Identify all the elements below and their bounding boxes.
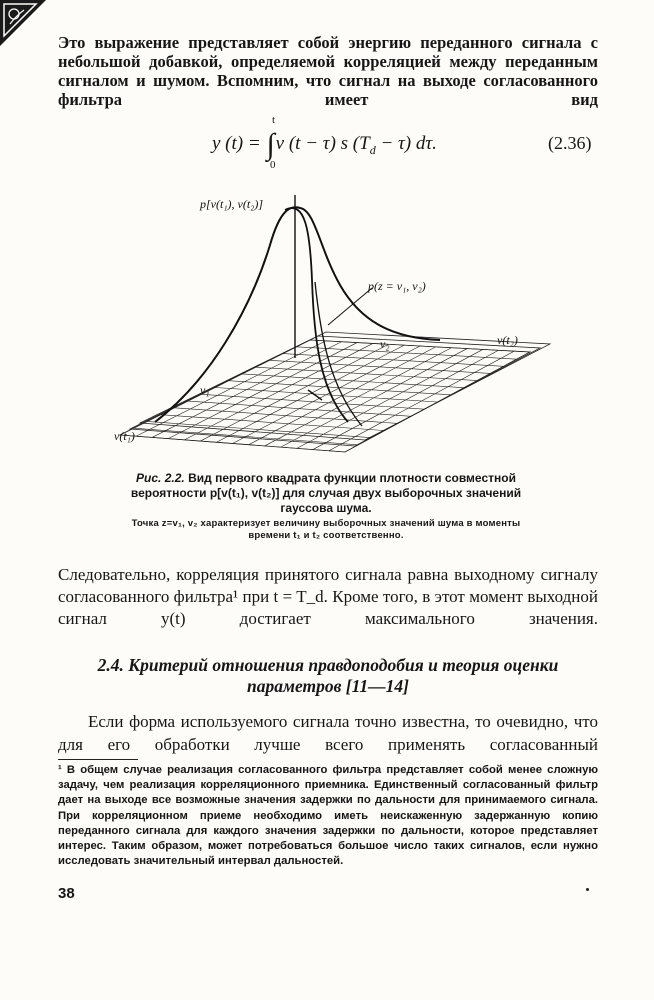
- footnote: ¹ В общем случае реализация согласованного фильтра представляет собой менее сложную задачу, чем реализация корреляционного приемника. Единственный согласованный фильтр дает на выходе все возможные значения задержки по дальности для принимаемого сигнала. При корреляционном приеме необходимо иметь неискаженную задержанную копию переданного сигнала для каждого значения задержки по дальности, которое представляет интерес. Таким образом, может потребоваться большое число таких сигналов, если нужно исследовать значительный интервал дальностей.: [58, 764, 598, 868]
- equation-2-36: [212, 114, 437, 171]
- integral-sign: ∫: [266, 128, 275, 161]
- label-v2: v₂: [380, 337, 390, 351]
- grid-line: [256, 367, 477, 380]
- figure-vertical-axis: [295, 195, 322, 400]
- figure-grid: [120, 340, 530, 452]
- leader-line: [328, 288, 372, 325]
- paragraph-3: Если форма используемого сигнала точно известна, то очевидно, что для его обработки лучше всего применять согласованный: [58, 712, 598, 754]
- corner-ornament: [0, 0, 48, 48]
- grid-line: [265, 348, 452, 446]
- grid-line: [233, 346, 421, 444]
- grid-line: [281, 349, 467, 448]
- grid-line: [296, 347, 516, 359]
- equation-number: (2.36): [548, 133, 592, 153]
- label-vt1: v(t₁): [114, 429, 135, 443]
- grid-line: [329, 351, 514, 451]
- formula-body: v (t − τ) s (T: [275, 133, 370, 154]
- integral-upper-limit: t: [272, 114, 276, 126]
- printing-dot: [586, 888, 589, 891]
- grid-line: [229, 381, 451, 395]
- grid-line: [269, 360, 490, 373]
- page-number: 38: [58, 885, 75, 902]
- paragraph-2: Следовательно, корреляция принятого сигнала равна выходному сигналу согласованного фильтра¹ при t = T_d. Кроме того, в этот момент выходной сигнал y(t) достигает максимального значения.: [58, 565, 598, 628]
- grid-line: [345, 352, 530, 452]
- caption-prefix: Рис. 2.2.: [136, 471, 185, 485]
- caption-text: Вид первого квадрата функции плотности совместной вероятности p[v(t₁), v(t₂)] для случая двух выборочных значений гауссова шума.: [130, 471, 522, 515]
- formula-tail: − τ) dτ.: [375, 133, 437, 154]
- section-heading: 2.4. Критерий отношения правдоподобия и теория оценки параметров [11—14]: [97, 655, 559, 696]
- grid-line: [297, 349, 483, 448]
- label-joint-density: p[v(t₁), v(t₂)]: [200, 197, 263, 211]
- label-conditional-density: p(z = v₁, v₂): [368, 279, 426, 293]
- grid-line: [242, 374, 464, 388]
- formula-lhs: y (t) =: [212, 133, 261, 154]
- figure-caption: [112, 471, 540, 542]
- integral-lower-limit: 0: [270, 159, 276, 171]
- paragraph-1: Это выражение представляет собой энергию переданного сигнала с небольшой добавкой, определяемой корреляцией между переданным сигналом и шумом. Вспомним, что сигнал на выходе согласованного фильтра имеет вид: [58, 33, 598, 109]
- density-curve: [155, 207, 440, 422]
- figure-grid-layers: [120, 332, 550, 452]
- formula-subscript: d: [369, 142, 376, 157]
- figure-2-2: [100, 190, 580, 460]
- label-v1: v₁: [200, 383, 210, 397]
- grid-line: [283, 354, 504, 367]
- grid-line: [313, 350, 499, 449]
- label-vt2: v(t₂): [497, 333, 518, 347]
- footnote-rule: [58, 759, 138, 760]
- caption-note: Точка z=v₁, v₂ характеризует величину выборочных значений шума в моменты времени t₁ и t₂ соответственно.: [131, 518, 521, 541]
